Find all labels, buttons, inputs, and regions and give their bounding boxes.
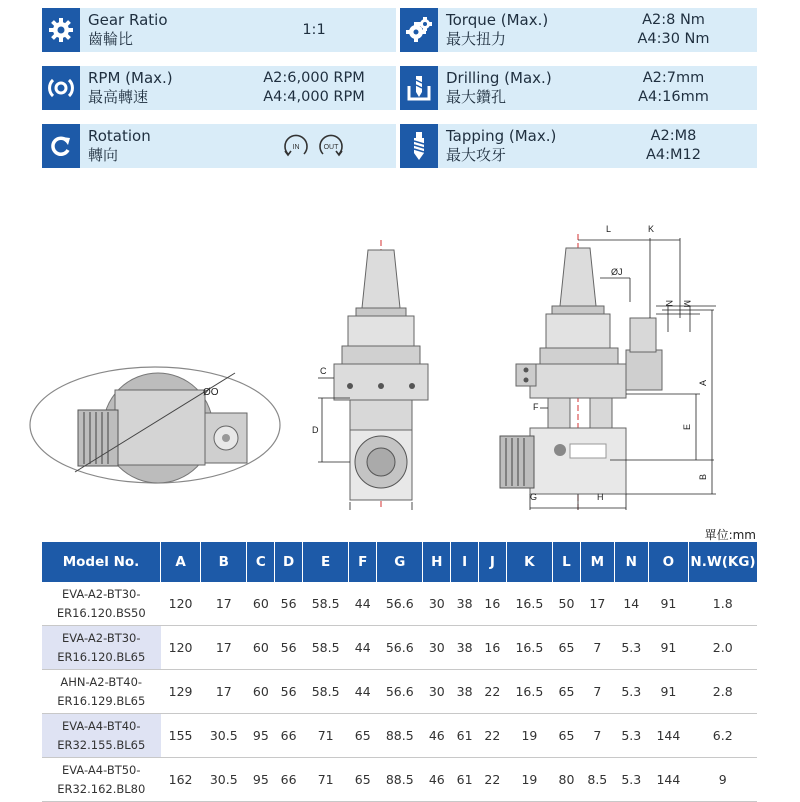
table-cell: 44 — [349, 670, 377, 714]
table-cell: 88.5 — [377, 758, 423, 802]
model-cell — [42, 714, 161, 758]
table-cell: 95 — [247, 714, 275, 758]
spec-label-en: Tapping (Max.) — [446, 127, 557, 145]
column-header: G — [377, 542, 423, 582]
spec-value — [232, 124, 396, 168]
table-cell: 22 — [478, 714, 506, 758]
column-header: H — [423, 542, 451, 582]
dim-label-m: M — [682, 300, 692, 308]
column-header: C — [247, 542, 275, 582]
column-header: F — [349, 542, 377, 582]
model-name-line: ER32.155.BL65 — [57, 737, 146, 752]
table-cell: 65 — [553, 714, 581, 758]
column-header: O — [648, 542, 688, 582]
column-header: D — [275, 542, 303, 582]
model-cell — [42, 582, 161, 626]
technical-drawing — [0, 210, 800, 520]
column-header: B — [201, 542, 247, 582]
table-body — [42, 582, 757, 802]
table-cell: 60 — [247, 626, 275, 670]
table-header-row — [42, 542, 757, 582]
table-cell: 56 — [275, 626, 303, 670]
table-cell: 19 — [506, 714, 552, 758]
table-cell: 95 — [247, 758, 275, 802]
table-cell: 22 — [478, 670, 506, 714]
table-cell: 16.5 — [506, 582, 552, 626]
table-cell: 7 — [580, 714, 614, 758]
spec-label-zh: 最大扭力 — [446, 30, 507, 48]
spec-value — [590, 124, 757, 168]
table-cell: 65 — [349, 714, 377, 758]
table-cell: 91 — [648, 626, 688, 670]
spec-value-line: A4:30 Nm — [637, 31, 710, 47]
spec-label-zh: 最高轉速 — [88, 88, 149, 106]
model-name-line: ER16.120.BL65 — [57, 649, 146, 664]
dim-label-a: A — [698, 379, 708, 386]
table-cell: 16 — [478, 626, 506, 670]
spec-value-line: A2:6,000 RPM — [263, 70, 365, 86]
table-cell: 56.6 — [377, 670, 423, 714]
table-cell: 30.5 — [201, 758, 247, 802]
table-cell: 56 — [275, 582, 303, 626]
column-header: M — [580, 542, 614, 582]
spec-value-line: 1:1 — [302, 21, 326, 38]
column-header: A — [161, 542, 201, 582]
table-cell: 65 — [553, 626, 581, 670]
table-row — [42, 758, 757, 802]
rotation-in-icon — [282, 132, 310, 160]
table-row — [42, 714, 757, 758]
table-cell: 80 — [553, 758, 581, 802]
table-cell: 38 — [451, 670, 479, 714]
table-cell: 60 — [247, 670, 275, 714]
table-cell: 56.6 — [377, 582, 423, 626]
spec-value — [232, 8, 396, 52]
table-cell: 50 — [553, 582, 581, 626]
table-cell: 17 — [201, 582, 247, 626]
table-cell: 8.5 — [580, 758, 614, 802]
table-cell: 65 — [349, 758, 377, 802]
spec-value-line: A2:M8 — [650, 128, 697, 144]
table-cell: 58.5 — [303, 626, 349, 670]
table-cell: 17 — [201, 670, 247, 714]
model-cell — [42, 626, 161, 670]
spec-value — [232, 66, 396, 110]
spec-label-zh: 轉向 — [88, 146, 119, 164]
rotation-icon — [42, 124, 80, 168]
table-cell: 91 — [648, 582, 688, 626]
table-row — [42, 582, 757, 626]
model-name-line: EVA-A4-BT50- — [61, 762, 141, 777]
rotation-in-label: IN — [292, 144, 300, 151]
column-header: N.W(KG) — [689, 542, 758, 582]
spec-value-line: A4:M12 — [646, 147, 701, 163]
column-header: L — [553, 542, 581, 582]
model-name-line: ER32.162.BL80 — [57, 781, 146, 796]
table-cell: 65 — [553, 670, 581, 714]
table-cell: 2.8 — [689, 670, 758, 714]
column-header: E — [303, 542, 349, 582]
table-cell: 60 — [247, 582, 275, 626]
table-cell: 155 — [161, 714, 201, 758]
table-cell: 46 — [423, 758, 451, 802]
table-cell: 22 — [478, 758, 506, 802]
column-header-model: Model No. — [42, 542, 161, 582]
table-cell: 6.2 — [689, 714, 758, 758]
spec-label-zh: 最大鑽孔 — [446, 88, 507, 106]
spec-label-en: Rotation — [88, 127, 151, 145]
spec-value-line: A2:7mm — [642, 70, 705, 86]
table-cell: 16 — [478, 582, 506, 626]
table-cell: 66 — [275, 714, 303, 758]
spec-label-en: Drilling (Max.) — [446, 69, 552, 87]
dim-label-g: G — [530, 492, 538, 502]
spec-value — [590, 66, 757, 110]
model-name-line: EVA-A2-BT30- — [61, 586, 141, 601]
model-name-line: ER16.120.BS50 — [56, 605, 146, 620]
table-cell: 58.5 — [303, 582, 349, 626]
model-name-line: EVA-A2-BT30- — [61, 630, 141, 645]
table-cell: 61 — [451, 758, 479, 802]
table-cell: 17 — [580, 582, 614, 626]
table-cell: 16.5 — [506, 670, 552, 714]
table-cell: 9 — [689, 758, 758, 802]
table-cell: 120 — [161, 582, 201, 626]
table-cell: 5.3 — [614, 714, 648, 758]
table-cell: 162 — [161, 758, 201, 802]
side-view-drawing — [312, 240, 428, 510]
dim-label-l: L — [606, 224, 612, 234]
table-cell: 5.3 — [614, 670, 648, 714]
table-cell: 19 — [506, 758, 552, 802]
table-cell: 71 — [303, 758, 349, 802]
table-cell: 61 — [451, 714, 479, 758]
table-cell: 38 — [451, 626, 479, 670]
dim-label-f: F — [533, 402, 539, 412]
spec-label-zh: 最大攻牙 — [446, 146, 507, 164]
gear-icon — [42, 8, 80, 52]
dim-label-c: C — [320, 366, 327, 376]
dim-label-d: D — [312, 425, 319, 435]
table-cell: 38 — [451, 582, 479, 626]
table-row — [42, 626, 757, 670]
table-cell: 144 — [648, 758, 688, 802]
table-cell: 120 — [161, 626, 201, 670]
spec-value — [590, 8, 757, 52]
dim-label-k: K — [648, 224, 655, 234]
column-header: N — [614, 542, 648, 582]
dim-label-h: H — [597, 492, 604, 502]
tap-icon — [400, 124, 438, 168]
spec-label-en: Gear Ratio — [88, 11, 168, 29]
spec-value-line: A4:4,000 RPM — [263, 89, 365, 105]
table-cell: 88.5 — [377, 714, 423, 758]
table-cell: 129 — [161, 670, 201, 714]
column-header: I — [451, 542, 479, 582]
table-cell: 91 — [648, 670, 688, 714]
table-cell: 7 — [580, 626, 614, 670]
table-cell: 1.8 — [689, 582, 758, 626]
table-cell: 30 — [423, 670, 451, 714]
table-cell: 30 — [423, 626, 451, 670]
rpm-icon — [42, 66, 80, 110]
dim-label-j: ØJ — [611, 267, 623, 277]
spec-table — [42, 542, 757, 802]
table-cell: 44 — [349, 582, 377, 626]
torque-gears-icon — [400, 8, 438, 52]
table-cell: 44 — [349, 626, 377, 670]
table-cell: 30 — [423, 582, 451, 626]
model-name-line: ER16.129.BL65 — [57, 693, 146, 708]
drill-icon — [400, 66, 438, 110]
table-cell: 56 — [275, 670, 303, 714]
front-view-drawing — [500, 224, 716, 510]
spec-label-zh: 齒輪比 — [88, 30, 134, 48]
spec-value-line: A4:16mm — [638, 89, 709, 105]
table-cell: 30.5 — [201, 714, 247, 758]
unit-label: 單位:mm — [704, 528, 756, 542]
spec-label-en: RPM (Max.) — [88, 69, 173, 87]
table-cell: 2.0 — [689, 626, 758, 670]
model-cell — [42, 758, 161, 802]
table-cell: 66 — [275, 758, 303, 802]
table-cell: 5.3 — [614, 626, 648, 670]
model-cell — [42, 670, 161, 714]
dim-label-e: E — [682, 423, 692, 430]
dim-label-b: B — [698, 473, 708, 480]
rotation-out-label: OUT — [323, 144, 339, 151]
table-cell: 46 — [423, 714, 451, 758]
table-cell: 14 — [614, 582, 648, 626]
table-cell: 5.3 — [614, 758, 648, 802]
top-view-drawing — [30, 367, 280, 483]
column-header: K — [506, 542, 552, 582]
table-cell: 17 — [201, 626, 247, 670]
spec-label-en: Torque (Max.) — [446, 11, 549, 29]
table-cell: 7 — [580, 670, 614, 714]
model-name-line: EVA-A4-BT40- — [61, 718, 141, 733]
model-name-line: AHN-A2-BT40- — [60, 674, 143, 689]
dim-label-o: ØO — [203, 387, 219, 398]
spec-value-line: A2:8 Nm — [642, 12, 705, 28]
table-cell: 16.5 — [506, 626, 552, 670]
table-cell: 144 — [648, 714, 688, 758]
rotation-out-icon — [316, 132, 346, 160]
column-header: J — [478, 542, 506, 582]
table-row — [42, 670, 757, 714]
table-cell: 71 — [303, 714, 349, 758]
dim-label-n: N — [664, 300, 674, 307]
table-cell: 56.6 — [377, 626, 423, 670]
table-cell: 58.5 — [303, 670, 349, 714]
